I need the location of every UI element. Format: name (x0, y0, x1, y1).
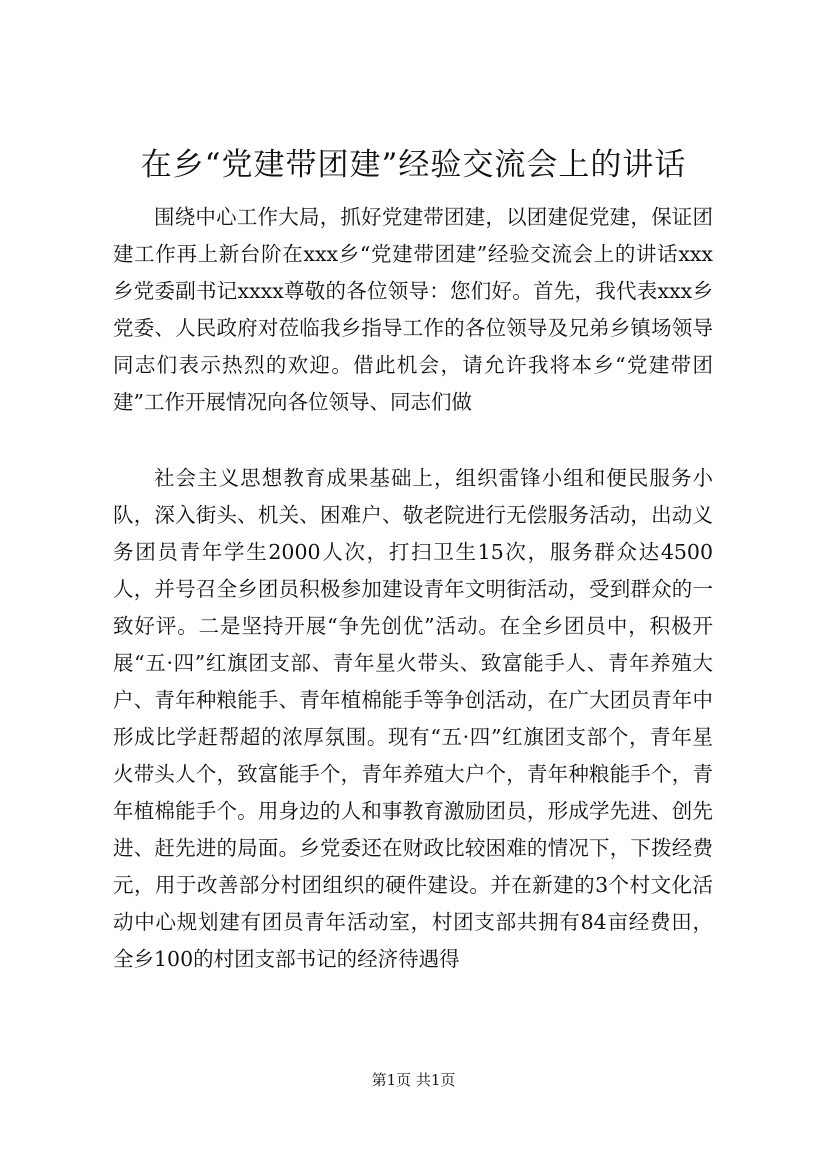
body-paragraph-1: 围绕中心工作大局，抓好党建带团建，以团建促党建，保证团建工作再上新台阶在xxx乡“党建带团建”经验交流会上的讲话xxx乡党委副书记xxxx尊敬的各位领导：您们好。首先，我代表xxx乡党委、人民政府对莅临我乡指导工作的各位领导及兄弟乡镇场领导同志们表示热烈的欢迎。借此机会，请允许我将本乡“党建带团建”工作开展情况向各位领导、同志们做 (113, 205, 713, 414)
body-paragraph-2: 社会主义思想教育成果基础上，组织雷锋小组和便民服务小队，深入街头、机关、困难户、敬老院进行无偿服务活动，出动义务团员青年学生2000人次，打扫卫生15次，服务群众达4500人，并号召全乡团员积极参加建设青年文明街活动，受到群众的一致好评。二是坚持开展“争先创优”活动。在全乡团员中，积极开展“五·四”红旗团支部、青年星火带头、致富能手人、青年养殖大户、青年种粮能手、青年植棉能手等争创活动，在广大团员青年中形成比学赶帮超的浓厚氛围。现有“五·四”红旗团支部个，青年星火带头人个，致富能手个，青年养殖大户个，青年种粮能手个，青年植棉能手个。用身边的人和事教育激励团员，形成学先进、创先进、赶先进的局面。乡党委还在财政比较困难的情况下，下拨经费元，用于改善部分村团组织的硬件建设。并在新建的3个村文化活动中心规划建有团员青年活动室，村团支部共拥有84亩经费田，全乡100的村团支部书记的经济待遇得 (113, 466, 713, 971)
page-footer: 第1页 共1页 (371, 1071, 456, 1089)
document-title: 在乡“党建带团建”经验交流会上的讲话 (140, 147, 687, 183)
